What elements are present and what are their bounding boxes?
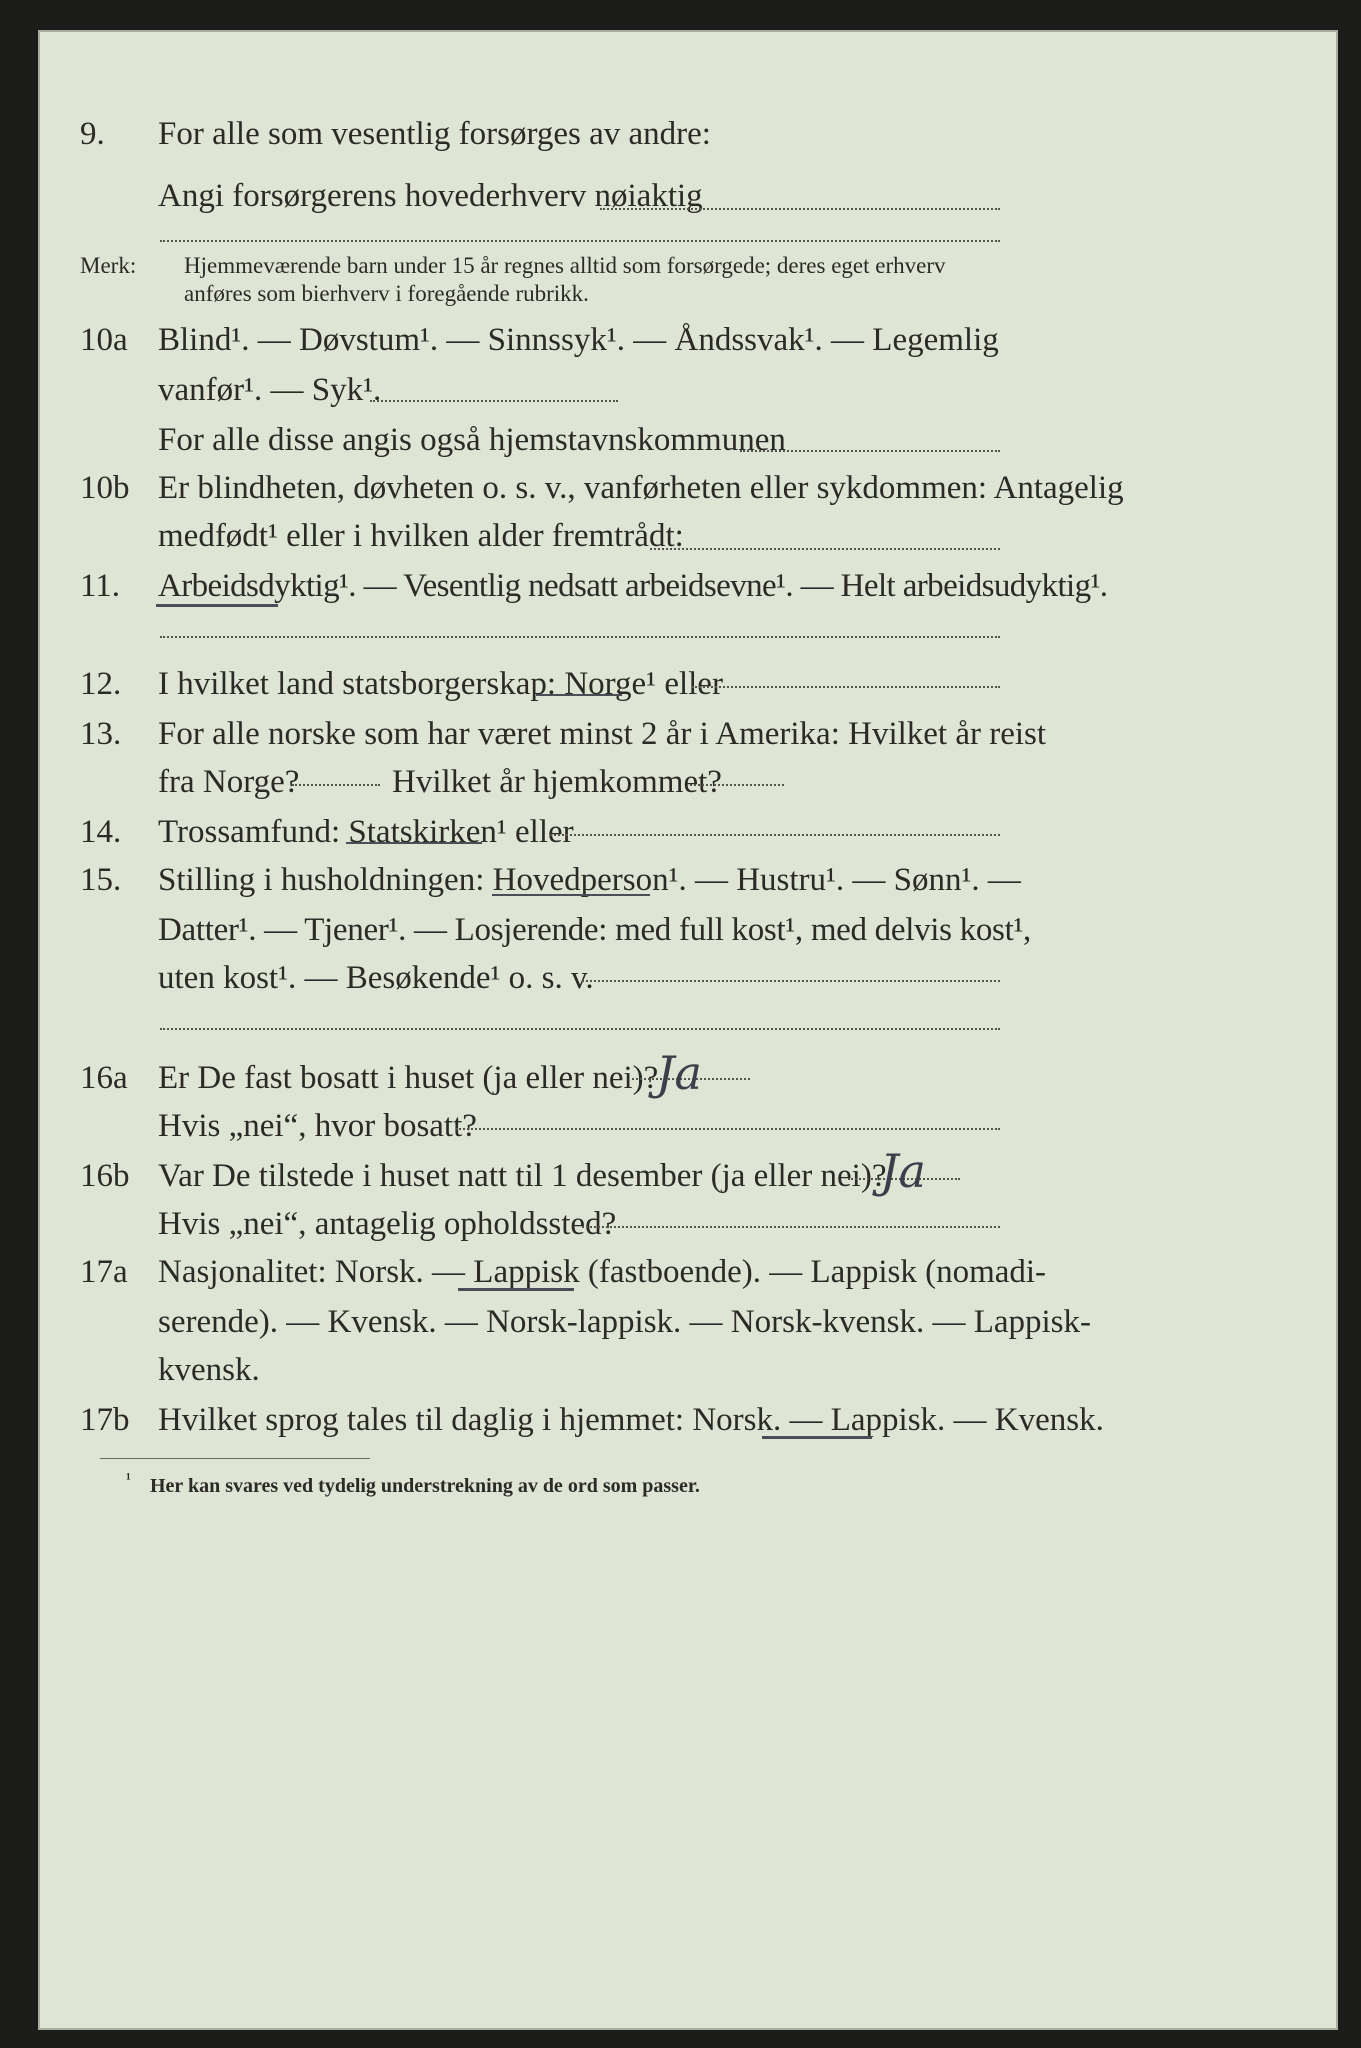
q9-answer-line[interactable] <box>600 208 1000 210</box>
q9-line1: For alle som vesentlig forsørges av andre: <box>158 116 711 152</box>
footnote-text: Her kan svares ved tydelig understrekning av de ord som passer. <box>150 1475 700 1497</box>
q16b-line2: Hvis „nei“, antagelig opholdssted? <box>158 1206 617 1242</box>
q15-line3: uten kost¹. — Besøkende¹ o. s. v. <box>158 960 594 996</box>
q11-answer-line[interactable] <box>160 636 1000 638</box>
q15-hovedperson-underline <box>492 894 650 896</box>
q10a-answer-line[interactable] <box>370 400 618 402</box>
q10a-line1: Blind¹. — Døvstum¹. — Sinnssyk¹. — Åndssvak¹. — Legemlig <box>158 322 999 358</box>
question-number-15: 15. <box>80 862 122 898</box>
q12-line1: I hvilket land statsborgerskap: Norge¹ eller <box>158 666 723 702</box>
question-number-17b: 17b <box>80 1402 130 1438</box>
q10a-line3: For alle disse angis også hjemstavnskommunen <box>158 422 786 458</box>
q15-answer-line[interactable] <box>582 980 1000 982</box>
q17a-line1: Nasjonalitet: Norsk. — Lappisk (fastboende). — Lappisk (nomadi- <box>158 1254 1047 1290</box>
question-number-10b: 10b <box>80 470 130 506</box>
q17a-line2: serende). — Kvensk. — Norsk-lappisk. — Norsk-kvensk. — Lappisk- <box>158 1304 1092 1340</box>
footnote-separator <box>100 1458 370 1459</box>
q17a-line3: kvensk. <box>158 1352 260 1388</box>
q13-line2a: fra Norge? <box>158 764 300 800</box>
q14-line1: Trossamfund: Statskirken¹ eller <box>158 814 574 850</box>
q16a-line2: Hvis „nei“, hvor bosatt? <box>158 1108 477 1144</box>
q10b-line1: Er blindheten, døvheten o. s. v., vanførheten eller sykdommen: Antagelig <box>158 470 1124 506</box>
q10a-line2: vanfør¹. — Syk¹. <box>158 372 382 408</box>
census-form-page <box>38 30 1338 2030</box>
q14-answer-line[interactable] <box>550 834 1000 836</box>
question-number-16a: 16a <box>80 1060 128 1096</box>
q13-reist-line[interactable] <box>292 784 380 786</box>
q16b-line1: Var De tilstede i huset natt til 1 desember (ja eller nei)? <box>158 1158 887 1194</box>
q17b-line1: Hvilket sprog tales til daglig i hjemmet: Norsk. — Lappisk. — Kvensk. <box>158 1402 1104 1438</box>
q12-answer-line[interactable] <box>692 686 1000 688</box>
q16b-opholdssted-line[interactable] <box>582 1226 1000 1228</box>
merk-line1: Hjemmeværende barn under 15 år regnes alltid som forsørgede; deres eget erhverv <box>184 253 946 278</box>
q13-hjemkommet-line[interactable] <box>690 784 784 786</box>
q10b-answer-line[interactable] <box>650 548 1000 550</box>
q17b-lappisk-underline <box>762 1436 872 1439</box>
question-number-17a: 17a <box>80 1254 128 1290</box>
question-number-9: 9. <box>80 116 105 152</box>
question-number-11: 11. <box>80 568 121 604</box>
footnote-mark: ¹ <box>126 1471 131 1488</box>
question-number-10a: 10a <box>80 322 128 358</box>
q9-answer-line-2[interactable] <box>160 240 1000 242</box>
q16b-handwritten-answer: Ja <box>880 1144 926 1198</box>
q15-line2: Datter¹. — Tjener¹. — Losjerende: med full kost¹, med delvis kost¹, <box>158 912 1032 948</box>
q9-line2: Angi forsørgerens hovederhverv nøiaktig <box>158 178 703 214</box>
q11-arbeidsdyktig-underline <box>156 604 278 607</box>
q15-answer-line-2[interactable] <box>160 1028 1000 1030</box>
question-number-12: 12. <box>80 666 122 702</box>
merk-label: Merk: <box>80 253 137 278</box>
q16a-bosatt-line[interactable] <box>456 1128 1000 1130</box>
merk-line2: anføres som bierhverv i foregående rubrikk. <box>184 281 589 306</box>
q14-statskirken-underline <box>346 842 482 844</box>
question-number-13: 13. <box>80 716 122 752</box>
q16a-handwritten-answer: Ja <box>656 1046 702 1100</box>
q13-line2b: Hvilket år hjemkommet? <box>392 764 722 800</box>
q13-line1: For alle norske som har været minst 2 år i Amerika: Hvilket år reist <box>158 716 1047 752</box>
q12-norge-underline <box>536 694 622 696</box>
q10b-line2: medfødt¹ eller i hvilken alder fremtrådt: <box>158 518 684 554</box>
question-number-14: 14. <box>80 814 122 850</box>
q11-line1: Arbeidsdyktig¹. — Vesentlig nedsatt arbeidsevne¹. — Helt arbeidsudyktig¹. <box>158 568 1108 604</box>
q15-line1: Stilling i husholdningen: Hovedperson¹. — Hustru¹. — Sønn¹. — <box>158 862 1021 898</box>
question-number-16b: 16b <box>80 1158 130 1194</box>
q10a-hjemstavn-line[interactable] <box>740 450 1000 452</box>
q16a-line1: Er De fast bosatt i huset (ja eller nei)? <box>158 1060 659 1096</box>
q17a-lappisk-underline <box>458 1288 574 1291</box>
